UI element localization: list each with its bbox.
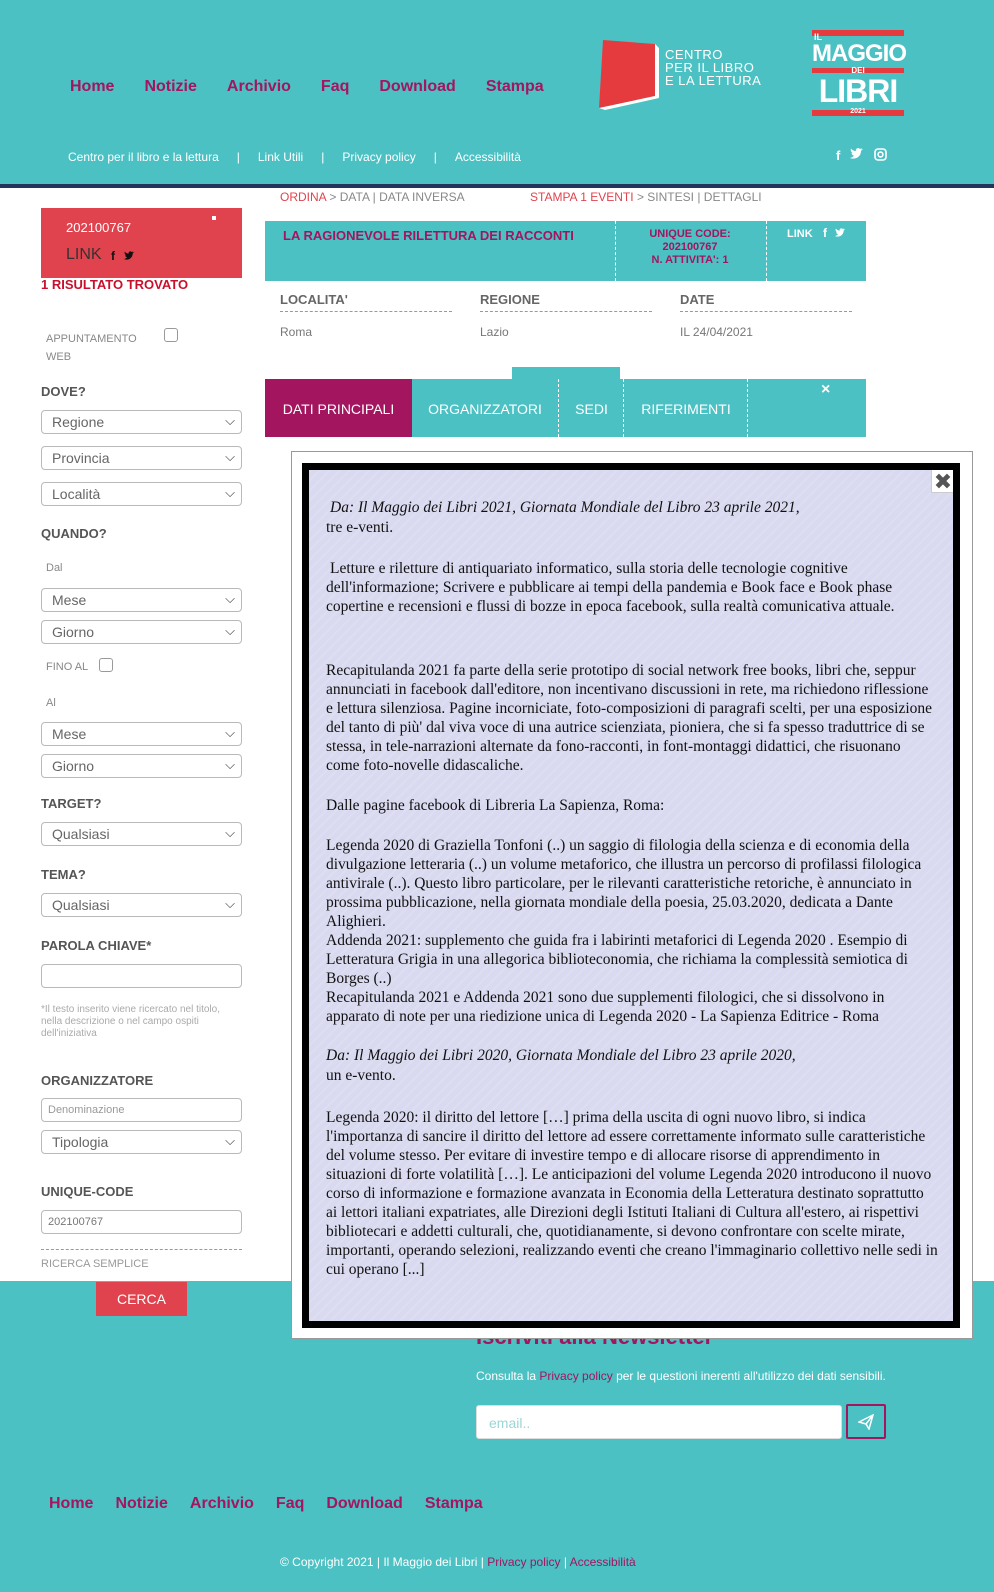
giorno-al-select[interactable]	[41, 754, 242, 778]
print-bar	[530, 190, 762, 204]
footer-sep: |	[560, 1555, 570, 1569]
mese-al-select[interactable]	[41, 722, 242, 746]
date-col-label: DATE	[680, 292, 715, 307]
chevron-down-icon: ⌵	[225, 623, 235, 638]
chevron-down-icon: ⌵	[225, 413, 235, 428]
nav-home[interactable]: Home	[70, 78, 115, 95]
web-text: WEB	[46, 351, 72, 363]
result-link-label[interactable]: LINK	[66, 246, 102, 263]
tipologia-select-value: Tipologia	[52, 1134, 109, 1150]
tema-heading: TEMA?	[41, 867, 86, 882]
logo-centro-libro[interactable]	[597, 38, 767, 110]
chevron-down-icon: ⌵	[225, 449, 235, 464]
tab-organizzatori[interactable]: ORGANIZZATORI	[412, 379, 559, 437]
sintesi-link[interactable]: SINTESI	[647, 190, 694, 204]
fino-al-label: FINO AL	[46, 661, 89, 673]
results-count: 1 RISULTATO TROVATO	[41, 277, 189, 292]
footer-nav-archivio[interactable]: Archivio	[189, 1495, 254, 1512]
divider	[480, 311, 652, 312]
card-dot	[212, 216, 216, 220]
modal-paragraph: Legenda 2020: il diritto del lettore […] prima della uscita di ogni nuovo libro, si indica l'importanza di sancire il diritto del lettore ad essere correttamente informato sulle caratteristiche del volume stesso. Per evitare di investire tempo e di allocare risorse di apprendimento in situazioni di forte volatilità […]. Le anticipazioni del volume Legenda 2020 introducono il nuovo corso di informazione e formazione avanzata in Economia della Letteratura destinato soprattutto ai lettori italiani expatriates, alle Direzioni degli Istituti Italiani di Cultura all'estero, ai rispettivi bibliotecari e addetti culturali, che, quotidianamente, si devono confrontare con scelte mirate, importanti, operando selezioni, realizzando eventi che creano l'immaginario collettivo nelle sedi in cui operano [...]	[326, 1109, 938, 1278]
order-bar	[280, 190, 465, 204]
giorno-al-value: Giorno	[52, 758, 95, 774]
modal-paragraph: Legenda 2020 di Graziella Tonfoni (..) un saggio di filologia della scienza e di economia della divulgazione letteraria (..) un volume metaforico, che illustra un percorso di profilassi filologica antivirale (..). Questo libro particolare, per le rilevanti caratteristiche retoriche, è annunciato in prossima pubblicazione, nella giornata mondiale della poesia, 25.03.2020, dedicata a Dante Alighieri.	[326, 837, 922, 930]
tab-riferimenti[interactable]: RIFERIMENTI	[625, 379, 748, 437]
tema-select-value: Qualsiasi	[52, 897, 110, 913]
event-header	[265, 221, 866, 281]
footer-nav-download[interactable]: Download	[326, 1495, 403, 1512]
organizzatore-heading: ORGANIZZATORE	[41, 1073, 154, 1088]
nav-download[interactable]: Download	[379, 78, 456, 95]
footer-nav-notizie[interactable]: Notizie	[115, 1495, 168, 1512]
logo-centro-line2: PER IL LIBRO	[665, 60, 755, 75]
footer-nav-home[interactable]: Home	[49, 1495, 94, 1512]
subnav-accessibilita[interactable]: Accessibilità	[454, 150, 521, 164]
giorno-dal-select[interactable]	[41, 620, 242, 644]
nav-stampa[interactable]: Stampa	[485, 78, 544, 95]
mese-dal-select[interactable]	[41, 588, 242, 612]
sidebar-divider	[41, 1249, 242, 1250]
footer-nav	[49, 1495, 483, 1513]
modal-paragraph: Addenda 2021: supplemento che guida fra i labirinti metaforici di Legenda 2020 . Esempio di Letteratura Grigia in una allegorica biblioteconomia, che richiama la complessità semiotica di Borges (..)	[326, 932, 908, 987]
event-title[interactable]: LA RAGIONEVOLE RILETTURA DEI RACCONTI	[283, 228, 574, 243]
regione-select-value: Regione	[52, 414, 105, 430]
modal-close-icon[interactable]: ✖	[931, 470, 953, 493]
logo-year: 2021	[850, 108, 866, 115]
copyright-text: © Copyright 2021 | Il Maggio dei Libri |	[280, 1555, 488, 1569]
modal-paragraph: Recapitulanda 2021 fa parte della serie prototipo di social network free books, libri che, seppur annunciati in facebook dall'editore, non incentivano discussioni in rete, ma richiedono riflessione e lettura silenziosa. Pagine incorniciate, foto-composizioni di paragrafi scelti, per una esposizione del tanto di più' dal viva voce di una autrice scienziata, pioniera, che si fa spesso traduttrice di se stessa, in tele-narrazioni alternate da fono-racconti, in font-montaggi didattici, che risuonano come foto-novelle didascaliche.	[326, 662, 933, 774]
modal-paragraph: Recapitulanda 2021 e Addenda 2021 sono due supplementi filologici, che si dissolvono in apparato di note per una riedizione unica di Legenda 2020 - La Sapienza Editrice - Roma	[326, 989, 885, 1025]
facebook-icon[interactable]: f	[111, 249, 115, 263]
parola-chiave-heading: PAROLA CHIAVE*	[41, 938, 152, 953]
target-heading: TARGET?	[41, 796, 102, 811]
send-icon	[858, 1414, 874, 1430]
logo-maggio-dei-libri[interactable]	[812, 30, 904, 118]
dettagli-link[interactable]: DETTAGLI	[703, 190, 762, 204]
tab-indicator	[512, 367, 620, 379]
footer-privacy-link[interactable]: Privacy policy	[487, 1555, 561, 1569]
provincia-select-value: Provincia	[52, 450, 110, 466]
modal-paragraph: Letture e riletture di antiquariato informatico, sulla storia delle tecnologie cognitive dell'informazione; Scrivere e pubblicare ai tempi della pandemia e Book face e Book phase copertine e recensioni e flussi di bozze in epoca facebook, sulla realtà comunicativa attuale.	[326, 560, 895, 615]
parola-chiave-input[interactable]	[41, 964, 242, 988]
newsletter-consent	[476, 1369, 886, 1383]
subnav-privacy[interactable]: Privacy policy	[342, 150, 416, 164]
tema-select[interactable]	[41, 893, 242, 917]
localita-select-value: Località	[52, 486, 101, 502]
newsletter-send-button[interactable]	[846, 1404, 886, 1439]
dove-heading: DOVE?	[41, 384, 86, 399]
unique-code-heading: UNIQUE-CODE	[41, 1184, 134, 1199]
modal-dialog	[309, 470, 953, 1321]
chevron-down-icon: ⌵	[225, 825, 235, 840]
divider	[766, 221, 767, 281]
subnav-link-utili[interactable]: Link Utili	[257, 150, 304, 164]
modal-paragraph: Da: Il Maggio dei Libri 2020, Giornata Mondiale del Libro 23 aprile 2020,	[326, 1047, 796, 1064]
logo-libri: LIBRI	[818, 73, 898, 109]
twitter-icon[interactable]	[835, 228, 846, 238]
quando-heading: QUANDO?	[41, 526, 107, 541]
order-data[interactable]: DATA	[339, 190, 370, 204]
chevron-down-icon: ⌵	[225, 757, 235, 772]
dal-label: Dal	[46, 562, 63, 574]
facebook-icon[interactable]: f	[836, 148, 841, 163]
modal-paragraph: tre e-venti.	[326, 519, 394, 536]
footer-nav-faq[interactable]: Faq	[275, 1495, 305, 1512]
unique-code-input[interactable]: 202100767	[41, 1210, 242, 1234]
logo-maggio: MAGGIO	[812, 40, 906, 67]
date-value: IL 24/04/2021	[680, 325, 753, 339]
mese-dal-value: Mese	[52, 592, 87, 608]
book-logo-icon	[597, 38, 661, 110]
stampa-eventi-link[interactable]: STAMPA 1 EVENTI	[530, 190, 634, 204]
order-label: ORDINA	[280, 190, 327, 204]
tab-sedi[interactable]: SEDI	[560, 379, 624, 437]
chevron-down-icon: ⌵	[225, 725, 235, 740]
logo-centro-line3: E LA LETTURA	[665, 73, 762, 88]
logo-il: IL	[814, 32, 822, 42]
result-card[interactable]	[41, 208, 242, 278]
facebook-icon[interactable]: f	[823, 226, 827, 240]
giorno-dal-value: Giorno	[52, 624, 95, 640]
header-divider	[0, 184, 994, 188]
chevron-down-icon: ⌵	[225, 1133, 235, 1148]
localita-select[interactable]	[41, 482, 242, 506]
appuntamento-web-checkbox[interactable]	[164, 328, 178, 342]
instagram-icon[interactable]	[874, 148, 887, 161]
logo-dei: DEI	[851, 66, 865, 75]
subnav-centro[interactable]: Centro per il libro e la lettura	[68, 150, 219, 164]
consent-pre: Consulta la	[476, 1369, 540, 1383]
order-data-inversa[interactable]: DATA INVERSA	[379, 190, 465, 204]
event-link-label: LINK	[787, 228, 813, 240]
provincia-select[interactable]	[41, 446, 242, 470]
close-icon[interactable]: ×	[821, 381, 831, 398]
regione-value: Lazio	[480, 325, 509, 339]
target-select[interactable]	[41, 822, 242, 846]
logo-stripe	[812, 30, 904, 36]
subnav-separator: |	[236, 150, 240, 164]
order-arrow: >	[329, 190, 337, 204]
nav-archivio[interactable]: Archivio	[226, 78, 291, 95]
nav-notizie[interactable]: Notizie	[144, 78, 197, 95]
attivita-count: N. ATTIVITA': 1	[651, 254, 729, 266]
nav-faq[interactable]: Faq	[320, 78, 350, 95]
subnav-separator: |	[321, 150, 325, 164]
divider	[280, 311, 452, 312]
unique-code-value: 202100767	[662, 241, 718, 253]
chevron-down-icon: ⌵	[225, 485, 235, 500]
sub-nav	[68, 150, 521, 164]
social-links	[836, 148, 887, 163]
localita-col-label: LOCALITA'	[280, 292, 348, 307]
footer-nav-stampa[interactable]: Stampa	[424, 1495, 483, 1512]
print-arrow: >	[636, 190, 644, 204]
appuntamento-text: APPUNTAMENTO	[46, 333, 137, 345]
consent-post: per le questioni inerenti all'utilizzo dei dati sensibili.	[612, 1369, 886, 1383]
parola-chiave-note: *Il testo inserito viene ricercato nel titolo, nella descrizione o nel campo ospiti dell'iniziativa	[41, 1004, 220, 1039]
subnav-separator: |	[433, 150, 437, 164]
print-sep: |	[697, 190, 701, 204]
fino-al-checkbox[interactable]	[99, 658, 113, 672]
ricerca-semplice-link[interactable]: RICERCA SEMPLICE	[41, 1258, 149, 1270]
modal-paragraph: Dalle pagine facebook di Libreria La Sapienza, Roma:	[326, 797, 665, 814]
regione-col-label: REGIONE	[480, 292, 540, 307]
chevron-down-icon: ⌵	[225, 591, 235, 606]
al-label: Al	[46, 697, 56, 709]
chevron-down-icon: ⌵	[225, 896, 235, 911]
twitter-icon[interactable]	[850, 148, 864, 160]
logo-centro-line1: CENTRO	[665, 47, 723, 62]
regione-select[interactable]	[41, 410, 242, 434]
twitter-icon[interactable]	[124, 251, 135, 261]
result-code: 202100767	[66, 220, 132, 235]
cerca-button[interactable]: CERCA	[96, 1282, 187, 1316]
order-sep: |	[372, 190, 376, 204]
copyright	[280, 1555, 636, 1569]
privacy-link[interactable]: Privacy policy	[539, 1369, 613, 1383]
unique-code-label: UNIQUE CODE:	[649, 228, 731, 240]
newsletter-email-input[interactable]: email..	[476, 1405, 842, 1439]
tab-dati-principali[interactable]: DATI PRINCIPALI	[265, 379, 412, 437]
modal-paragraph: Da: Il Maggio dei Libri 2021, Giornata Mondiale del Libro 23 aprile 2021,	[330, 499, 800, 516]
main-nav	[70, 78, 544, 96]
event-tabs	[265, 379, 866, 437]
divider	[680, 311, 852, 312]
tipologia-select[interactable]	[41, 1130, 242, 1154]
denominazione-input[interactable]: Denominazione	[41, 1098, 242, 1122]
unique-code-box	[615, 228, 765, 267]
modal-paragraph: un e-vento.	[326, 1067, 396, 1084]
localita-value: Roma	[280, 325, 313, 339]
target-select-value: Qualsiasi	[52, 826, 110, 842]
appuntamento-web-label	[46, 330, 137, 366]
mese-al-value: Mese	[52, 726, 87, 742]
footer-accessibilita-link[interactable]: Accessibilità	[569, 1555, 636, 1569]
